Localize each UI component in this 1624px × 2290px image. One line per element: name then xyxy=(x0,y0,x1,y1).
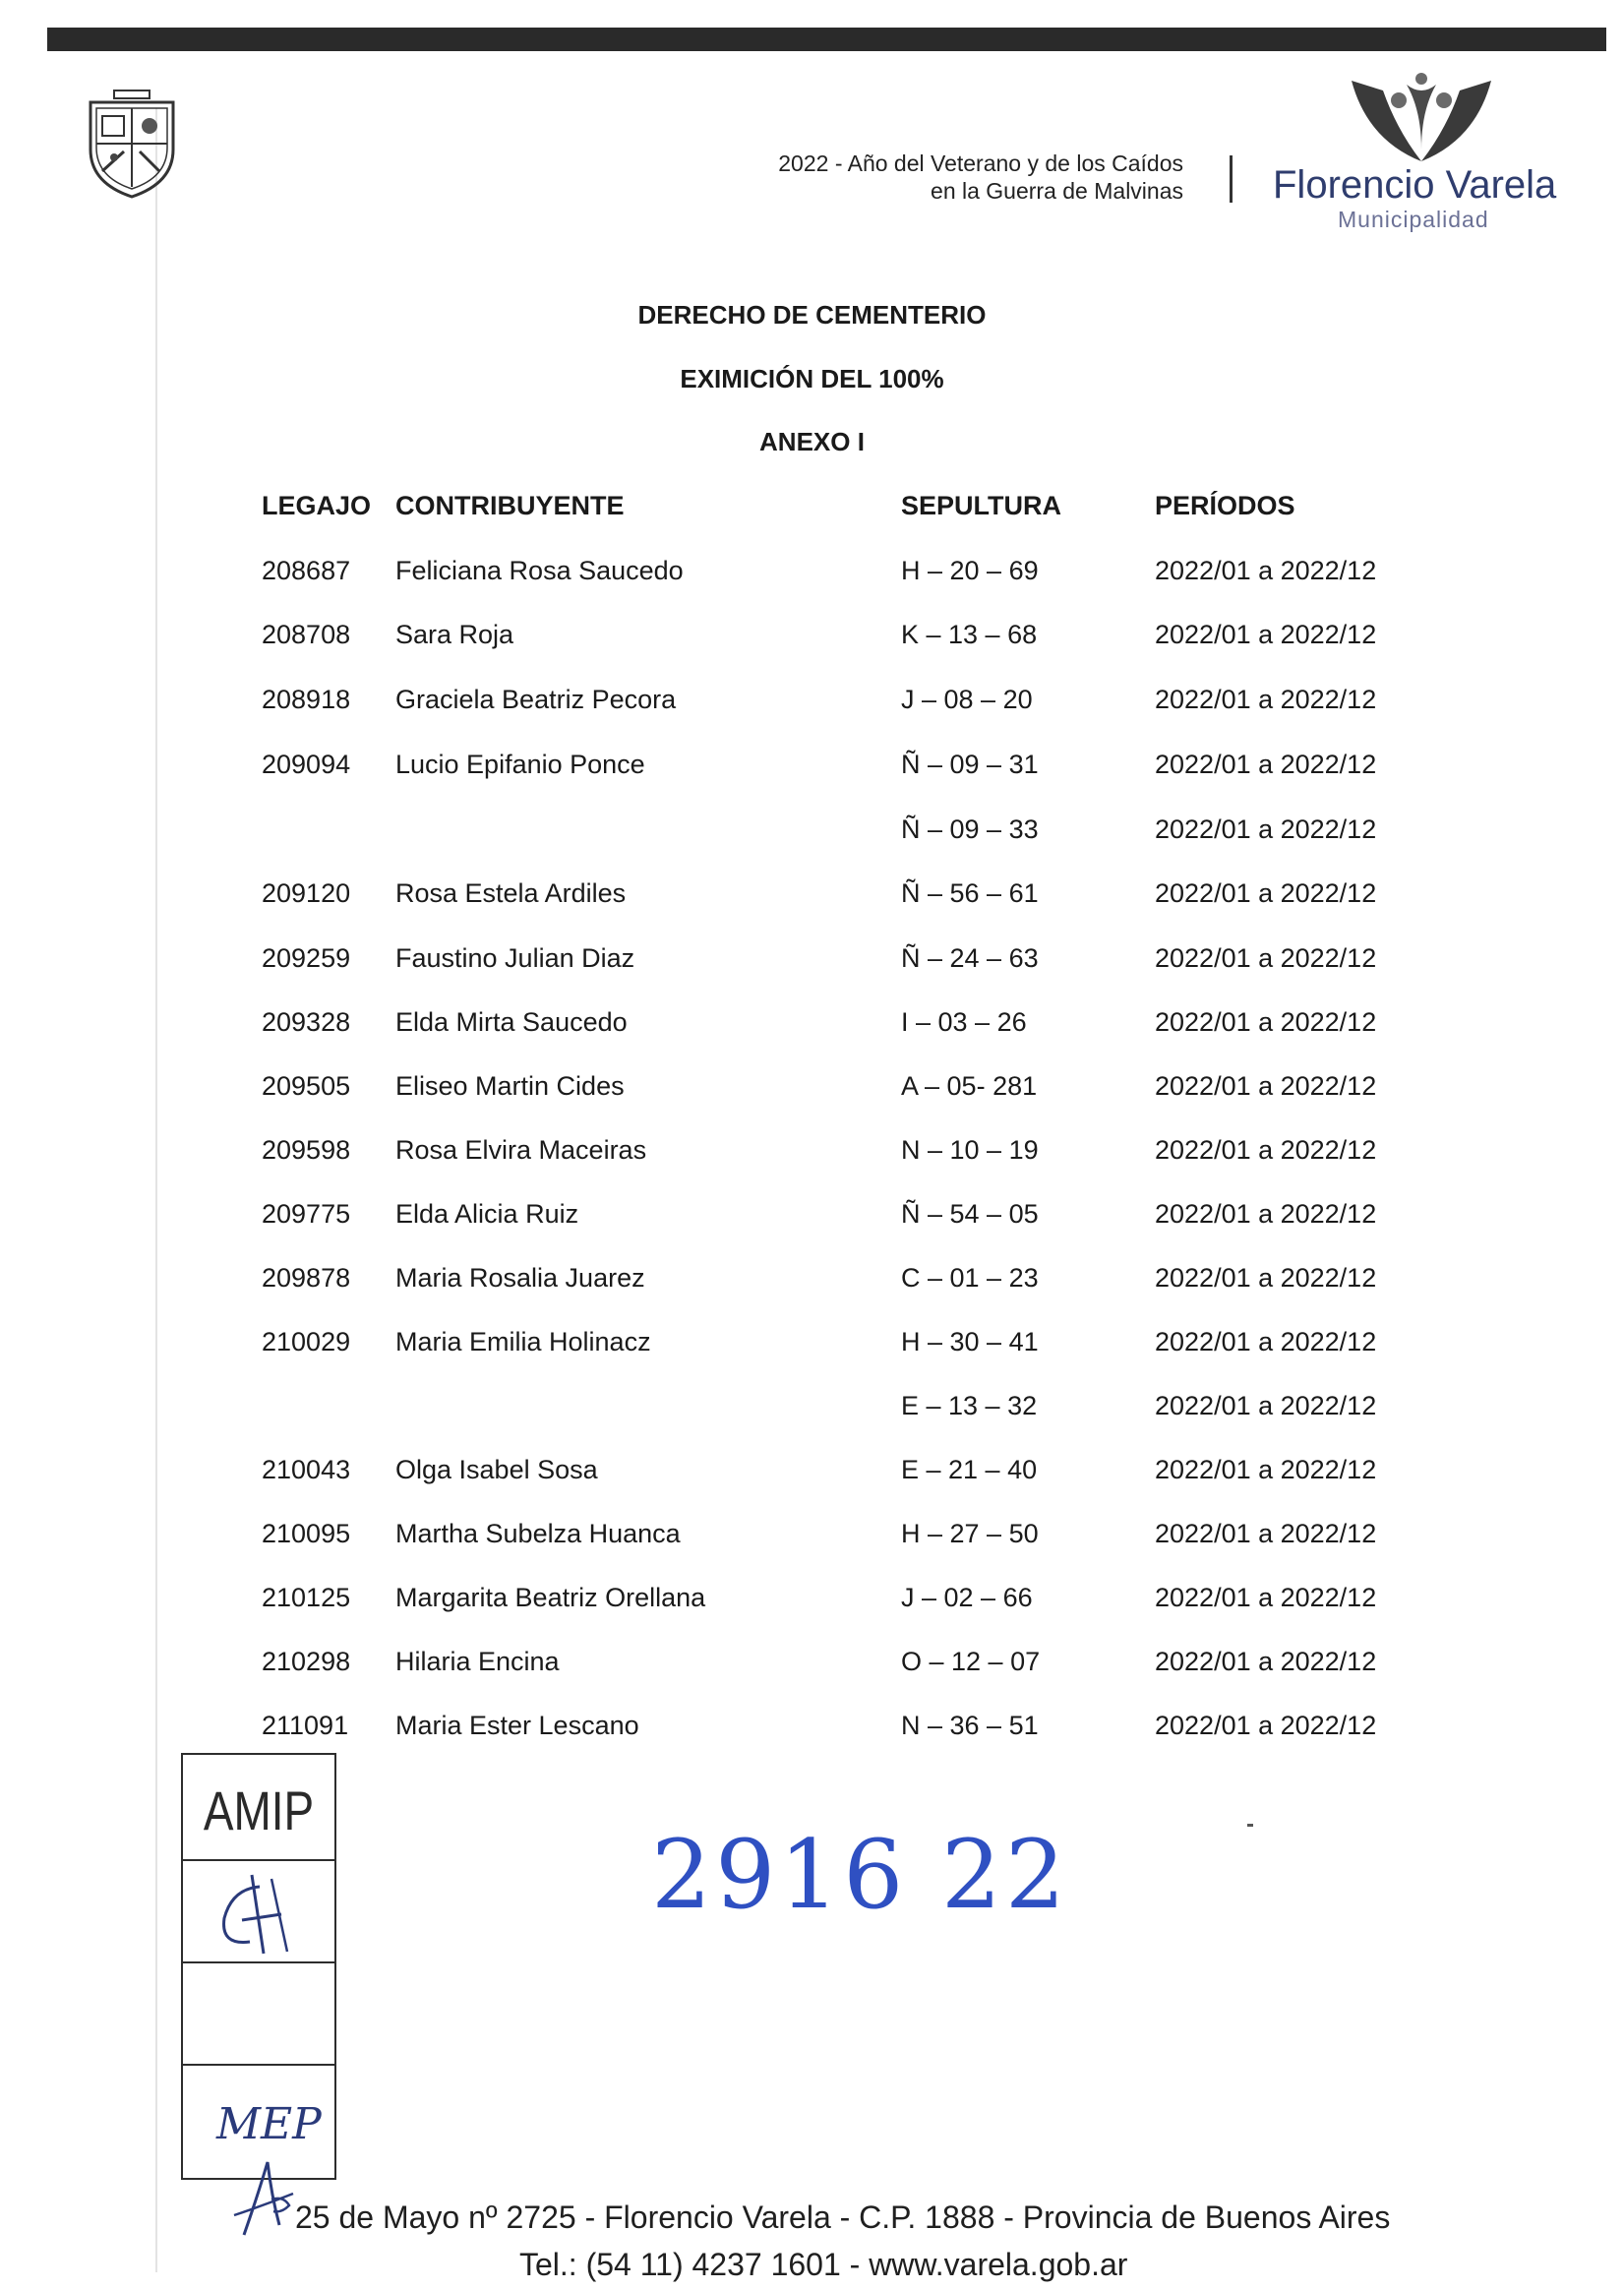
scan-speck xyxy=(1247,1824,1253,1827)
contribuyente-cell: Lucio Epifanio Ponce xyxy=(395,750,645,779)
legajo-cell: 210029 xyxy=(262,1327,351,1356)
contribuyente-cell: Margarita Beatriz Orellana xyxy=(395,1583,706,1612)
sepultura-cell: Ñ – 09 – 33 xyxy=(901,814,1039,844)
periodos-cell: 2022/01 a 2022/12 xyxy=(1155,878,1377,908)
legajo-cell: 208687 xyxy=(262,556,351,585)
legajo-cell: 209094 xyxy=(262,750,351,779)
periodos-cell: 2022/01 a 2022/12 xyxy=(1155,1071,1377,1101)
stamp-label: AMIP xyxy=(203,1779,315,1841)
periodos-cell: 2022/01 a 2022/12 xyxy=(1155,556,1377,585)
document-number: 2916 22 xyxy=(651,1820,1069,1930)
contribuyente-cell: Faustino Julian Diaz xyxy=(395,943,635,973)
contribuyente-cell: Sara Roja xyxy=(395,620,514,649)
contribuyente-cell: Graciela Beatriz Pecora xyxy=(395,685,677,714)
contribuyente-cell: Olga Isabel Sosa xyxy=(395,1455,598,1484)
stamp-divider xyxy=(183,2064,334,2066)
periodos-cell: 2022/01 a 2022/12 xyxy=(1155,1007,1377,1037)
legajo-cell: 209120 xyxy=(262,878,351,908)
legajo-cell: 209598 xyxy=(262,1135,351,1165)
contribuyente-cell: Maria Rosalia Juarez xyxy=(395,1263,645,1293)
handwritten-initial-icon xyxy=(224,2156,303,2245)
initials-stamp xyxy=(181,1753,336,2180)
legajo-cell: 209259 xyxy=(262,943,351,973)
sepultura-cell: C – 01 – 23 xyxy=(901,1263,1039,1293)
contribuyente-cell: Elda Alicia Ruiz xyxy=(395,1199,579,1229)
legajo-cell: 210095 xyxy=(262,1519,351,1548)
periodos-cell: 2022/01 a 2022/12 xyxy=(1155,1583,1377,1612)
stamp-divider xyxy=(183,1961,334,1963)
periodos-cell: 2022/01 a 2022/12 xyxy=(1155,1327,1377,1356)
sepultura-cell: N – 36 – 51 xyxy=(901,1711,1039,1740)
legajo-cell: 210125 xyxy=(262,1583,351,1612)
periodos-cell: 2022/01 a 2022/12 xyxy=(1155,1455,1377,1484)
legajo-cell: 210298 xyxy=(262,1647,351,1676)
document-title: DERECHO DE CEMENTERIO xyxy=(637,300,987,330)
sepultura-cell: H – 27 – 50 xyxy=(901,1519,1039,1548)
periodos-cell: 2022/01 a 2022/12 xyxy=(1155,685,1377,714)
legajo-cell: 209878 xyxy=(262,1263,351,1293)
contribuyente-cell: Maria Emilia Holinacz xyxy=(395,1327,651,1356)
sepultura-cell: H – 30 – 41 xyxy=(901,1327,1039,1356)
stamp-divider xyxy=(183,1859,334,1861)
contribuyente-cell: Rosa Elvira Maceiras xyxy=(395,1135,647,1165)
legajo-cell: 210043 xyxy=(262,1455,351,1484)
contribuyente-cell: Martha Subelza Huanca xyxy=(395,1519,681,1548)
column-header-periodos: PERÍODOS xyxy=(1155,491,1295,520)
brand-name: Florencio Varela xyxy=(1273,163,1557,207)
contribuyente-cell: Elda Mirta Saucedo xyxy=(395,1007,628,1037)
sepultura-cell: H – 20 – 69 xyxy=(901,556,1039,585)
contribuyente-cell: Rosa Estela Ardiles xyxy=(395,878,627,908)
stamp-initials: MEP xyxy=(216,2099,322,2149)
sepultura-cell: K – 13 – 68 xyxy=(901,620,1038,649)
header-divider xyxy=(1230,155,1233,203)
motto-line-2: en la Guerra de Malvinas xyxy=(931,178,1183,204)
sepultura-cell: Ñ – 24 – 63 xyxy=(901,943,1039,973)
sepultura-cell: I – 03 – 26 xyxy=(901,1007,1027,1037)
periodos-cell: 2022/01 a 2022/12 xyxy=(1155,1711,1377,1740)
periodos-cell: 2022/01 a 2022/12 xyxy=(1155,1519,1377,1548)
sepultura-cell: E – 21 – 40 xyxy=(901,1455,1038,1484)
contribuyente-cell: Eliseo Martin Cides xyxy=(395,1071,625,1101)
periodos-cell: 2022/01 a 2022/12 xyxy=(1155,1135,1377,1165)
periodos-cell: 2022/01 a 2022/12 xyxy=(1155,943,1377,973)
sepultura-cell: Ñ – 54 – 05 xyxy=(901,1199,1039,1229)
legajo-cell: 209328 xyxy=(262,1007,351,1037)
periodos-cell: 2022/01 a 2022/12 xyxy=(1155,1263,1377,1293)
annex-label: ANEXO I xyxy=(759,427,865,456)
sepultura-cell: J – 08 – 20 xyxy=(901,685,1033,714)
signature-mark-icon xyxy=(203,1869,301,1958)
legajo-cell: 209775 xyxy=(262,1199,351,1229)
legajo-cell: 211091 xyxy=(262,1711,349,1740)
municipal-crest-icon xyxy=(85,89,179,199)
column-header-sepultura: SEPULTURA xyxy=(901,491,1062,520)
legajo-cell: 208708 xyxy=(262,620,351,649)
brand-subtitle: Municipalidad xyxy=(1338,207,1489,232)
legajo-cell: 209505 xyxy=(262,1071,351,1101)
footer-contact: Tel.: (54 11) 4237 1601 - www.varela.gob.ar xyxy=(519,2247,1128,2282)
contribuyente-cell: Hilaria Encina xyxy=(395,1647,560,1676)
column-header-legajo: LEGAJO xyxy=(262,491,372,520)
legajo-cell: 208918 xyxy=(262,685,351,714)
year-motto xyxy=(778,150,1183,205)
contribuyente-cell: Maria Ester Lescano xyxy=(395,1711,639,1740)
contribuyente-cell: Feliciana Rosa Saucedo xyxy=(395,556,684,585)
periodos-cell: 2022/01 a 2022/12 xyxy=(1155,814,1377,844)
periodos-cell: 2022/01 a 2022/12 xyxy=(1155,1391,1377,1420)
sepultura-cell: O – 12 – 07 xyxy=(901,1647,1041,1676)
sepultura-cell: N – 10 – 19 xyxy=(901,1135,1039,1165)
top-border-bar xyxy=(47,28,1606,51)
document-subtitle: EXIMICIÓN DEL 100% xyxy=(680,364,944,393)
periodos-cell: 2022/01 a 2022/12 xyxy=(1155,1199,1377,1229)
sepultura-cell: Ñ – 56 – 61 xyxy=(901,878,1039,908)
footer-address: 25 de Mayo nº 2725 - Florencio Varela - C.P. 1888 - Provincia de Buenos Aires xyxy=(295,2200,1391,2235)
motto-line-1: 2022 - Año del Veterano y de los Caídos xyxy=(778,151,1183,176)
column-header-contribuyente: CONTRIBUYENTE xyxy=(395,491,625,520)
periodos-cell: 2022/01 a 2022/12 xyxy=(1155,750,1377,779)
sepultura-cell: Ñ – 09 – 31 xyxy=(901,750,1039,779)
periodos-cell: 2022/01 a 2022/12 xyxy=(1155,620,1377,649)
sepultura-cell: A – 05- 281 xyxy=(901,1071,1038,1101)
periodos-cell: 2022/01 a 2022/12 xyxy=(1155,1647,1377,1676)
sepultura-cell: E – 13 – 32 xyxy=(901,1391,1038,1420)
sepultura-cell: J – 02 – 66 xyxy=(901,1583,1033,1612)
florencio-varela-logo-icon xyxy=(1348,71,1495,165)
